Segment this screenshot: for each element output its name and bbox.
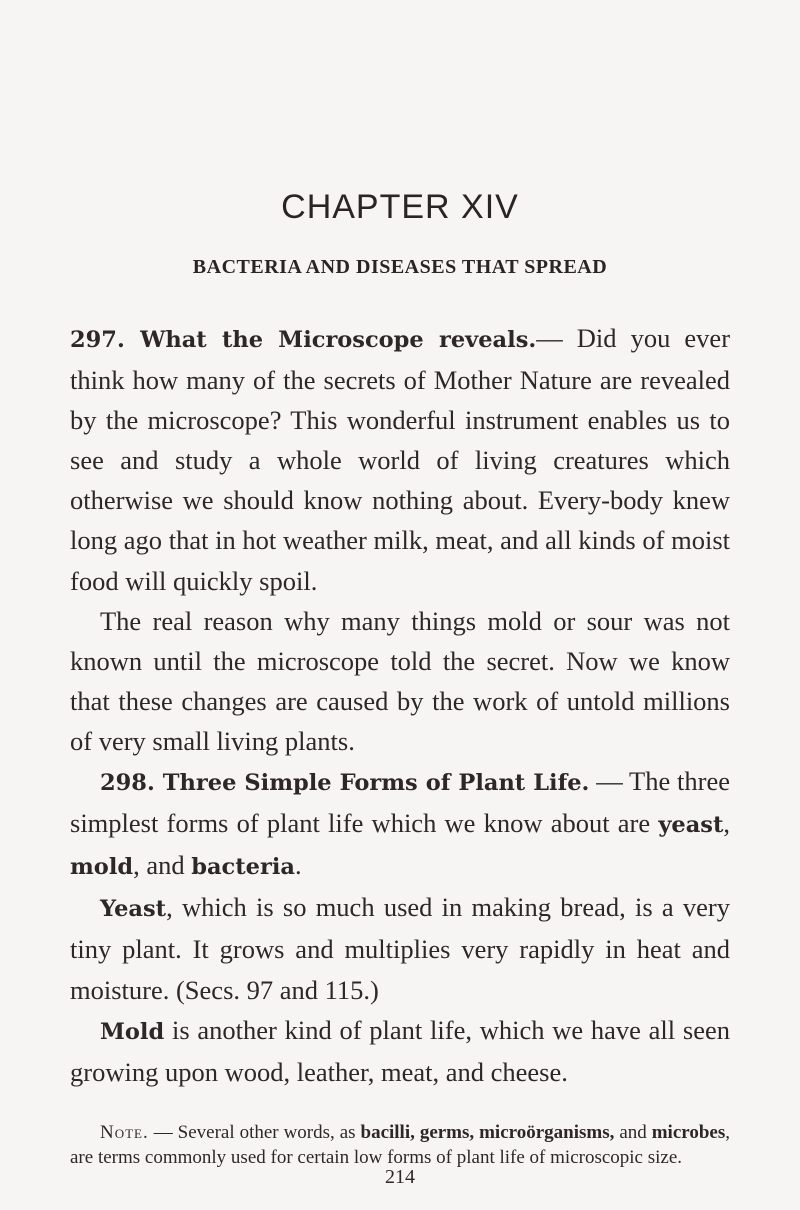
term-bacteria: bacteria: [191, 854, 295, 881]
separator: ,: [723, 808, 730, 839]
paragraph-mold: [70, 1010, 730, 1092]
paragraph-298: [70, 761, 730, 887]
paragraph-yeast: [70, 887, 730, 1009]
note-text-mid: and: [614, 1122, 652, 1143]
term-mold: mold: [70, 854, 134, 881]
paragraph-yeast-text: , which is so much used in making bread, is a very tiny plant. It grows and multiplies very rapidly in heat and moisture. (Secs. 97 and 115.): [70, 892, 730, 1005]
term-yeast-lead: Yeast: [100, 896, 167, 923]
sentence-end: .: [294, 850, 302, 881]
note-text: Several other words, as: [177, 1122, 361, 1143]
note-label: Note.: [100, 1122, 149, 1143]
section-dash-298: —: [589, 766, 630, 797]
section-heading-298: 298. Three Simple Forms of Plant Life.: [100, 770, 590, 797]
note-term-microbes: microbes: [651, 1122, 726, 1143]
separator: , and: [133, 850, 192, 881]
note-dash: —: [148, 1122, 178, 1143]
chapter-heading: CHAPTER XIV: [281, 188, 519, 226]
paragraph-297-continued: The real reason why many things mold or sour was not known until the microscope told the secret. Now we know that these changes are caused by the work of untold millions of very small living plants.: [70, 605, 730, 756]
section-dash-297: —: [536, 323, 577, 353]
chapter-body: [70, 318, 730, 1092]
paragraph-mold-text: is another kind of plant life, which we have all seen growing upon wood, leather, meat, and cheese.: [70, 1014, 730, 1087]
note-text-end: , are terms commonly used for certain low forms of plant life of microscopic size.: [70, 1122, 731, 1168]
paragraph-297: [70, 318, 730, 601]
term-yeast: yeast: [658, 812, 724, 839]
chapter-title: BACTERIA AND DISEASES THAT SPREAD: [192, 256, 608, 278]
page-number: 214: [385, 1166, 415, 1188]
note-terms: bacilli, germs, microörganisms,: [360, 1122, 615, 1143]
footnote: [70, 1120, 730, 1170]
term-mold-lead: Mold: [100, 1018, 165, 1045]
paragraph-297-text: Did you ever think how many of the secrets of Mother Nature are revealed by the microscope? This wonderful instrument enables us to see and study a whole world of living creatures which otherwise we should know nothing about. Every-body knew long ago that in hot weather milk, meat, and all kinds of moist food will quickly spoil.: [70, 323, 731, 596]
section-heading-297: 297. What the Microscope reveals.: [70, 327, 537, 353]
paragraph-298-text: The three simplest forms of plant life which we know about are: [70, 766, 730, 839]
